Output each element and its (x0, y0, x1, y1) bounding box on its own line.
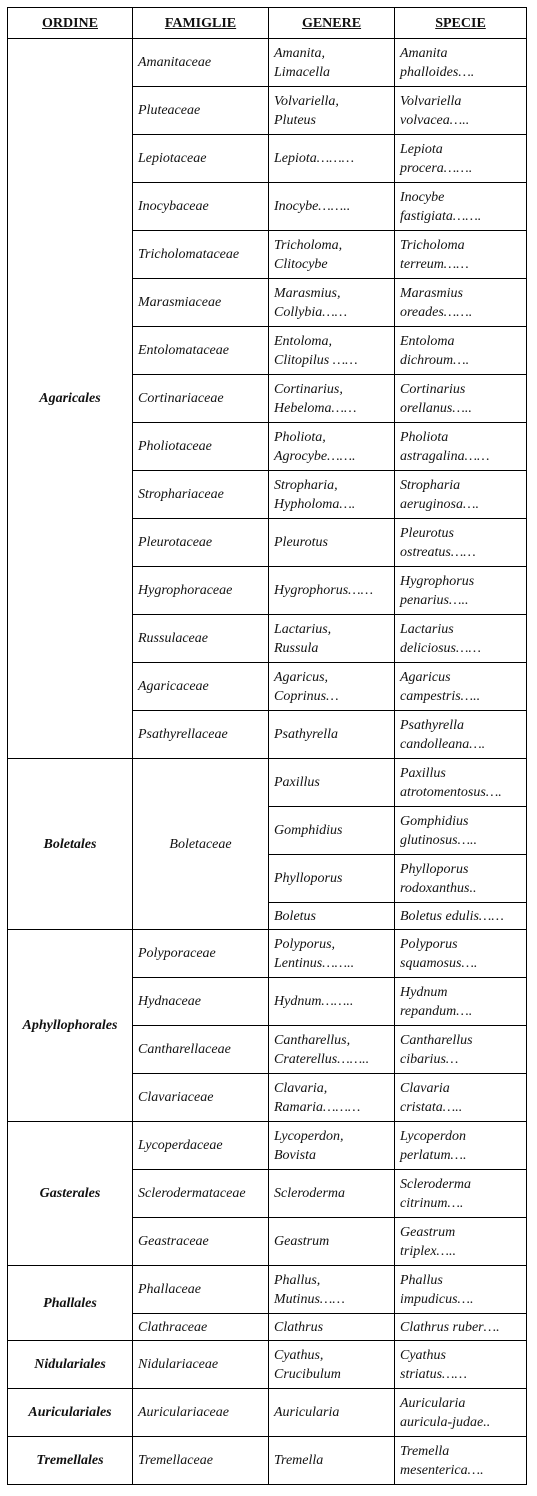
family-cell: Lepiotaceae (133, 135, 269, 183)
genus-cell: Auricularia (269, 1389, 395, 1437)
taxonomy-table (7, 7, 527, 1485)
family-cell: Hydnaceae (133, 978, 269, 1026)
genus-cell: Gomphidius (269, 807, 395, 855)
order-cell: Phallales (8, 1266, 133, 1341)
genus-cell: Agaricus, Coprinus… (269, 663, 395, 711)
species-cell: Pleurotus ostreatus…… (395, 519, 527, 567)
species-cell: Lepiota procera……. (395, 135, 527, 183)
species-cell: Cantharellus cibarius… (395, 1026, 527, 1074)
genus-cell: Inocybe…….. (269, 183, 395, 231)
species-cell: Tremella mesenterica…. (395, 1437, 527, 1485)
species-cell: Auricularia auricula-judae.. (395, 1389, 527, 1437)
family-cell: Phallaceae (133, 1266, 269, 1314)
table-row (8, 1341, 527, 1389)
species-cell: Clavaria cristata….. (395, 1074, 527, 1122)
table-row (8, 1122, 527, 1170)
header-famiglie: FAMIGLIE (133, 8, 269, 39)
genus-cell: Pholiota, Agrocybe……. (269, 423, 395, 471)
order-cell: Agaricales (8, 39, 133, 759)
genus-cell: Volvariella, Pluteus (269, 87, 395, 135)
genus-cell: Boletus (269, 903, 395, 930)
genus-cell: Clavaria, Ramaria……… (269, 1074, 395, 1122)
family-cell: Geastraceae (133, 1218, 269, 1266)
family-cell: Pluteaceae (133, 87, 269, 135)
species-cell: Pholiota astragalina…… (395, 423, 527, 471)
family-cell: Strophariaceae (133, 471, 269, 519)
species-cell: Polyporus squamosus…. (395, 930, 527, 978)
table-row (8, 39, 527, 87)
genus-cell: Cantharellus, Craterellus…….. (269, 1026, 395, 1074)
header-row (8, 8, 527, 39)
family-cell: Sclerodermataceae (133, 1170, 269, 1218)
family-cell: Nidulariaceae (133, 1341, 269, 1389)
genus-cell: Clathrus (269, 1314, 395, 1341)
genus-cell: Paxillus (269, 759, 395, 807)
species-cell: Volvariella volvacea….. (395, 87, 527, 135)
genus-cell: Stropharia, Hypholoma…. (269, 471, 395, 519)
genus-cell: Scleroderma (269, 1170, 395, 1218)
species-cell: Paxillus atrotomentosus…. (395, 759, 527, 807)
family-cell: Agaricaceae (133, 663, 269, 711)
order-cell: Nidulariales (8, 1341, 133, 1389)
genus-cell: Polyporus, Lentinus…….. (269, 930, 395, 978)
family-cell: Clathraceae (133, 1314, 269, 1341)
species-cell: Scleroderma citrinum…. (395, 1170, 527, 1218)
genus-cell: Tremella (269, 1437, 395, 1485)
order-cell: Aphyllophorales (8, 930, 133, 1122)
family-cell: Tricholomataceae (133, 231, 269, 279)
genus-cell: Geastrum (269, 1218, 395, 1266)
genus-cell: Cortinarius, Hebeloma…… (269, 375, 395, 423)
family-cell: Psathyrellaceae (133, 711, 269, 759)
species-cell: Gomphidius glutinosus….. (395, 807, 527, 855)
species-cell: Amanita phalloides…. (395, 39, 527, 87)
genus-cell: Pleurotus (269, 519, 395, 567)
genus-cell: Entoloma, Clitopilus …… (269, 327, 395, 375)
species-cell: Inocybe fastigiata……. (395, 183, 527, 231)
species-cell: Hydnum repandum…. (395, 978, 527, 1026)
family-cell: Pleurotaceae (133, 519, 269, 567)
family-cell: Lycoperdaceae (133, 1122, 269, 1170)
family-cell: Auriculariaceae (133, 1389, 269, 1437)
family-cell: Cortinariaceae (133, 375, 269, 423)
family-cell: Tremellaceae (133, 1437, 269, 1485)
genus-cell: Cyathus, Crucibulum (269, 1341, 395, 1389)
header-specie: SPECIE (395, 8, 527, 39)
species-cell: Cyathus striatus…… (395, 1341, 527, 1389)
genus-cell: Hygrophorus…… (269, 567, 395, 615)
family-cell: Cantharellaceae (133, 1026, 269, 1074)
species-cell: Clathrus ruber…. (395, 1314, 527, 1341)
species-cell: Tricholoma terreum…… (395, 231, 527, 279)
order-cell: Auriculariales (8, 1389, 133, 1437)
family-cell: Clavariaceae (133, 1074, 269, 1122)
species-cell: Phallus impudicus…. (395, 1266, 527, 1314)
species-cell: Marasmius oreades……. (395, 279, 527, 327)
genus-cell: Marasmius, Collybia…… (269, 279, 395, 327)
header-genere: GENERE (269, 8, 395, 39)
species-cell: Geastrum triplex….. (395, 1218, 527, 1266)
species-cell: Cortinarius orellanus….. (395, 375, 527, 423)
table-row (8, 1266, 527, 1314)
species-cell: Stropharia aeruginosa…. (395, 471, 527, 519)
family-cell: Polyporaceae (133, 930, 269, 978)
genus-cell: Amanita, Limacella (269, 39, 395, 87)
genus-cell: Lycoperdon, Bovista (269, 1122, 395, 1170)
genus-cell: Lepiota……… (269, 135, 395, 183)
species-cell: Boletus edulis…… (395, 903, 527, 930)
species-cell: Agaricus campestris….. (395, 663, 527, 711)
genus-cell: Phallus, Mutinus…… (269, 1266, 395, 1314)
family-cell: Pholiotaceae (133, 423, 269, 471)
family-cell: Amanitaceae (133, 39, 269, 87)
species-cell: Lactarius deliciosus…… (395, 615, 527, 663)
genus-cell: Hydnum…….. (269, 978, 395, 1026)
species-cell: Entoloma dichroum…. (395, 327, 527, 375)
species-cell: Hygrophorus penarius….. (395, 567, 527, 615)
table-row (8, 1389, 527, 1437)
species-cell: Psathyrella candolleana…. (395, 711, 527, 759)
genus-cell: Lactarius, Russula (269, 615, 395, 663)
species-cell: Phylloporus rodoxanthus.. (395, 855, 527, 903)
species-cell: Lycoperdon perlatum…. (395, 1122, 527, 1170)
header-ordine: ORDINE (8, 8, 133, 39)
table-row (8, 759, 527, 807)
genus-cell: Tricholoma, Clitocybe (269, 231, 395, 279)
table-row (8, 930, 527, 978)
table-row (8, 1437, 527, 1485)
order-cell: Boletales (8, 759, 133, 930)
order-cell: Gasterales (8, 1122, 133, 1266)
family-cell: Marasmiaceae (133, 279, 269, 327)
family-cell: Boletaceae (133, 759, 269, 930)
order-cell: Tremellales (8, 1437, 133, 1485)
family-cell: Russulaceae (133, 615, 269, 663)
family-cell: Inocybaceae (133, 183, 269, 231)
genus-cell: Phylloporus (269, 855, 395, 903)
genus-cell: Psathyrella (269, 711, 395, 759)
family-cell: Hygrophoraceae (133, 567, 269, 615)
family-cell: Entolomataceae (133, 327, 269, 375)
